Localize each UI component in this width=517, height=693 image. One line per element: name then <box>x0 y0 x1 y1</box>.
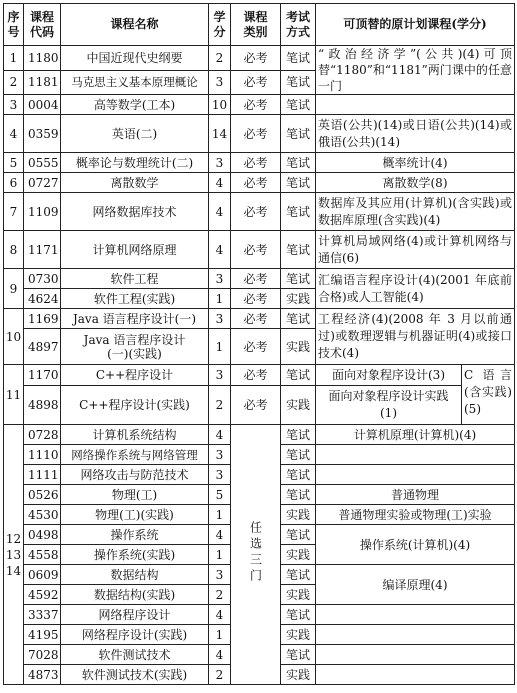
row-code: 1180 <box>24 46 61 71</box>
header-code: 课程代码 <box>24 4 61 46</box>
row-replace: 编译原理(4) <box>316 565 515 605</box>
row-replace: 计算机局域网络(4)或计算机网络与通信(6) <box>316 231 515 269</box>
row-code: 0498 <box>24 525 61 545</box>
row-name: Java 语言程序设计(一)(实践) <box>61 329 209 365</box>
row-exam: 笔试 <box>281 425 316 445</box>
row-category: 必考 <box>231 309 281 329</box>
row-credit: 10 <box>209 95 231 115</box>
row-replace: 普通物理 <box>316 485 515 505</box>
row-exam: 笔试 <box>281 269 316 289</box>
row-code: 7028 <box>24 645 61 665</box>
header-exam: 考试方式 <box>281 4 316 46</box>
row-code: 4530 <box>24 505 61 525</box>
table-row <box>4 173 515 193</box>
row-code: 0526 <box>24 485 61 505</box>
row-replace: 面向对象程序设计实践(1) <box>328 389 449 420</box>
row-credit: 2 <box>209 665 231 685</box>
row-exam: 实践 <box>281 505 316 525</box>
header-category: 课程类别 <box>231 4 281 46</box>
row-exam: 笔试 <box>281 95 316 115</box>
row-exam: 实践 <box>281 385 316 424</box>
row-exam: 笔试 <box>281 153 316 173</box>
row-code: 1110 <box>24 445 61 465</box>
row-credit: 3 <box>209 70 231 95</box>
row-name: 物理(工)(实践) <box>61 505 209 525</box>
row-code: 0609 <box>24 565 61 585</box>
row-exam: 笔试 <box>281 193 316 231</box>
row-credit: 3 <box>209 465 231 485</box>
row-credit: 3 <box>209 269 231 289</box>
row-credit: 4 <box>209 173 231 193</box>
row-exam: 笔试 <box>281 365 316 386</box>
row-name: 网络程序设计 <box>61 605 209 625</box>
row-credit: 3 <box>209 153 231 173</box>
row-exam: 笔试 <box>281 645 316 665</box>
row-credit: 2 <box>209 585 231 605</box>
row-replace: 汇编语言程序设计(4)(2001 年底前合格)或人工智能(4) <box>316 269 515 309</box>
row-replace: C 语言(含实践)(5) <box>461 365 514 424</box>
row-code: 1169 <box>24 309 61 329</box>
row-name: 离散数学 <box>61 173 209 193</box>
row-code: 0727 <box>24 173 61 193</box>
row-credit: 3 <box>209 445 231 465</box>
row-no: 6 <box>4 173 24 193</box>
row-name: 物理(工) <box>61 485 209 505</box>
row-credit: 14 <box>209 115 231 153</box>
row-name: 高等数学(工本) <box>61 95 209 115</box>
row-no: 2 <box>4 70 24 95</box>
row-name: 计算机系统结构 <box>61 425 209 445</box>
row-replace-empty <box>316 605 515 625</box>
row-code: 3337 <box>24 605 61 625</box>
row-code: 4897 <box>24 329 61 365</box>
row-exam: 笔试 <box>281 525 316 545</box>
row-code: 4195 <box>24 625 61 645</box>
row-replace: 英语(公共)(14)或日语(公共)(14)或俄语(公共)(14) <box>316 115 515 153</box>
row-category: 必考 <box>231 46 281 71</box>
header-row <box>4 4 515 46</box>
row-replace-empty <box>316 645 515 665</box>
row-category: 必考 <box>231 289 281 309</box>
row-name: 马克思主义基本原理概论 <box>61 70 209 95</box>
row-exam: 笔试 <box>281 70 316 95</box>
row-credit: 4 <box>209 231 231 269</box>
row-credit: 4 <box>209 193 231 231</box>
row-exam: 笔试 <box>281 231 316 269</box>
row-exam: 笔试 <box>281 115 316 153</box>
row-code: 1109 <box>24 193 61 231</box>
row-name: 网络数据库技术 <box>61 193 209 231</box>
row-code: 4898 <box>24 385 61 424</box>
row-name: C++程序设计(实践) <box>61 385 209 424</box>
row-code: 0555 <box>24 153 61 173</box>
row-code: 1181 <box>24 70 61 95</box>
row-name: 网络攻击与防范技术 <box>61 465 209 485</box>
row-replace: 数据库及其应用(计算机)(含实践)或数据库原理(含实践)(4) <box>316 193 515 231</box>
row-credit: 1 <box>209 329 231 365</box>
table-row <box>4 95 515 115</box>
row-replace: 离散数学(8) <box>316 173 515 193</box>
row-credit: 4 <box>209 425 231 445</box>
row-name: Java 语言程序设计(一) <box>61 309 209 329</box>
row-replace-empty <box>316 465 515 485</box>
row-name: 软件测试技术 <box>61 645 209 665</box>
row-no: 3 <box>4 95 24 115</box>
row-name: 数据结构(实践) <box>61 585 209 605</box>
row-credit: 3 <box>209 565 231 585</box>
header-no: 序号 <box>4 4 24 46</box>
table-row <box>4 153 515 173</box>
row-code: 4592 <box>24 585 61 605</box>
table-row <box>4 269 515 289</box>
row-code: 0728 <box>24 425 61 445</box>
row-category-text: 任选三门 <box>248 521 263 585</box>
row-no: 5 <box>4 153 24 173</box>
row-code: 1170 <box>24 365 61 386</box>
row-exam: 笔试 <box>281 445 316 465</box>
row-replace: “政治经济学”(公共)(4)可顶替“1180”和“1181”两门课中的任意一门 <box>316 46 515 95</box>
row-credit: 4 <box>209 605 231 625</box>
row-no: 11 <box>4 365 24 425</box>
row-category: 必考 <box>231 153 281 173</box>
row-code: 4873 <box>24 665 61 685</box>
row-exam: 笔试 <box>281 46 316 71</box>
row-exam: 笔试 <box>281 565 316 585</box>
row-category: 必考 <box>231 385 281 424</box>
row-credit: 1 <box>209 625 231 645</box>
row-no: 1 <box>4 46 24 71</box>
course-table <box>3 3 515 685</box>
row-category: 必考 <box>231 173 281 193</box>
row-replace: 工程经济(4)(2008 年 3 月以前通过)或数理逻辑与机器证明(4)或接口技术(4) <box>316 309 515 365</box>
row-category: 必考 <box>231 115 281 153</box>
row-exam: 实践 <box>281 625 316 645</box>
table-row <box>4 231 515 269</box>
table-row <box>4 425 515 445</box>
row-code: 1171 <box>24 231 61 269</box>
row-exam: 实践 <box>281 585 316 605</box>
row-name: 操作系统(实践) <box>61 545 209 565</box>
row-credit: 4 <box>209 525 231 545</box>
row-exam: 实践 <box>281 545 316 565</box>
table-row <box>4 193 515 231</box>
row-replace-split <box>316 365 515 425</box>
row-category: 必考 <box>231 365 281 386</box>
row-no: 10 <box>4 309 24 365</box>
row-name: C++程序设计 <box>61 365 209 386</box>
row-category: 必考 <box>231 193 281 231</box>
row-exam: 笔试 <box>281 485 316 505</box>
row-name: 软件工程(实践) <box>61 289 209 309</box>
row-category: 必考 <box>231 70 281 95</box>
row-code: 0004 <box>24 95 61 115</box>
row-code: 4624 <box>24 289 61 309</box>
row-name: 软件测试技术(实践) <box>61 665 209 685</box>
row-exam: 实践 <box>281 665 316 685</box>
row-no: 12 13 14 <box>4 425 24 685</box>
row-credit: 4 <box>209 645 231 665</box>
row-no: 7 <box>4 193 24 231</box>
row-category: 必考 <box>231 231 281 269</box>
row-no: 4 <box>4 115 24 153</box>
row-replace: 计算机原理(计算机)(4) <box>316 425 515 445</box>
row-name: 概率论与数理统计(二) <box>61 153 209 173</box>
row-credit: 3 <box>209 365 231 386</box>
row-credit: 2 <box>209 46 231 71</box>
header-replace: 可顶替的原计划课程(学分) <box>316 4 515 46</box>
row-replace: 面向对象程序设计(3) <box>316 365 461 386</box>
row-name: 数据结构 <box>61 565 209 585</box>
row-credit: 1 <box>209 289 231 309</box>
row-credit: 1 <box>209 545 231 565</box>
row-category: 必考 <box>231 95 281 115</box>
row-category: 必考 <box>231 269 281 289</box>
row-exam: 笔试 <box>281 605 316 625</box>
row-code: 0730 <box>24 269 61 289</box>
row-code: 4558 <box>24 545 61 565</box>
row-replace: 操作系统(计算机)(4) <box>316 525 515 565</box>
row-exam: 实践 <box>281 329 316 365</box>
row-code: 0359 <box>24 115 61 153</box>
row-name: 操作系统 <box>61 525 209 545</box>
row-credit: 2 <box>209 385 231 424</box>
row-name: 计算机网络原理 <box>61 231 209 269</box>
header-credit: 学分 <box>209 4 231 46</box>
row-no: 8 <box>4 231 24 269</box>
row-category <box>231 425 281 685</box>
row-credit: 1 <box>209 505 231 525</box>
row-name: 软件工程 <box>61 269 209 289</box>
row-code: 1111 <box>24 465 61 485</box>
table-row <box>4 365 515 386</box>
row-replace: 概率统计(4) <box>316 153 515 173</box>
row-credit: 3 <box>209 309 231 329</box>
row-replace-empty <box>316 445 515 465</box>
row-replace-empty <box>316 625 515 645</box>
row-name: 网络程序设计(实践) <box>61 625 209 645</box>
table-row <box>4 46 515 71</box>
row-name: 中国近现代史纲要 <box>61 46 209 71</box>
table-row <box>4 115 515 153</box>
row-exam: 笔试 <box>281 465 316 485</box>
row-name: 英语(二) <box>61 115 209 153</box>
row-replace-empty <box>316 95 515 115</box>
row-no: 9 <box>4 269 24 309</box>
row-replace: 普通物理实验或物理(工)实验 <box>316 505 515 525</box>
row-exam: 笔试 <box>281 173 316 193</box>
row-name: 网络操作系统与网络管理 <box>61 445 209 465</box>
row-exam: 实践 <box>281 289 316 309</box>
row-replace-empty <box>316 665 515 685</box>
row-exam: 笔试 <box>281 309 316 329</box>
row-credit: 5 <box>209 485 231 505</box>
table-row <box>4 309 515 329</box>
row-category: 必考 <box>231 329 281 365</box>
header-name: 课程名称 <box>61 4 209 46</box>
